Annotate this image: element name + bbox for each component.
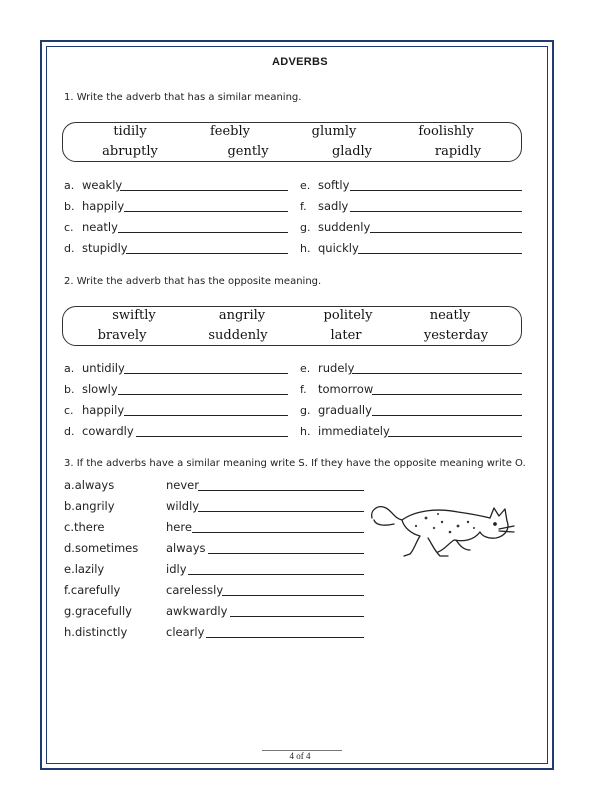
answer-line[interactable] bbox=[350, 190, 522, 191]
answer-line[interactable] bbox=[206, 637, 364, 638]
item-letter: b. bbox=[64, 200, 75, 213]
item-word: slowly bbox=[82, 382, 118, 396]
list-item bbox=[64, 499, 115, 513]
item-word: gradually bbox=[318, 403, 372, 417]
item-letter: f. bbox=[300, 200, 307, 213]
box2-word: angrily bbox=[218, 308, 266, 323]
item-letter: d. bbox=[64, 242, 75, 255]
answer-line[interactable] bbox=[352, 373, 522, 374]
worksheet-title: ADVERBS bbox=[272, 56, 328, 68]
box1-word: gently bbox=[227, 144, 269, 159]
list-item bbox=[64, 361, 125, 375]
list-item bbox=[300, 403, 372, 417]
item-letter: a. bbox=[64, 478, 75, 492]
answer-line[interactable] bbox=[230, 616, 364, 617]
item-word: untidily bbox=[82, 361, 125, 375]
section3-instruction: 3. If the adverbs have a similar meaning write S. If they have the opposite meaning write O. bbox=[64, 458, 526, 469]
item-word: immediately bbox=[318, 424, 390, 438]
answer-line[interactable] bbox=[126, 253, 288, 254]
item-word: rudely bbox=[318, 361, 355, 375]
list-item bbox=[64, 562, 104, 576]
item-word: there bbox=[73, 520, 105, 534]
item-letter: d. bbox=[64, 425, 75, 438]
list-item bbox=[300, 382, 373, 396]
answer-line[interactable] bbox=[118, 232, 288, 233]
item-letter: h. bbox=[300, 425, 311, 438]
item-letter: e. bbox=[300, 362, 311, 375]
pair-word: wildly bbox=[166, 499, 200, 513]
item-word: always bbox=[74, 478, 115, 492]
answer-line[interactable] bbox=[120, 190, 288, 191]
pair-word: clearly bbox=[166, 625, 205, 639]
item-letter: e. bbox=[64, 562, 75, 576]
item-word: angrily bbox=[74, 499, 115, 513]
list-item bbox=[64, 583, 120, 597]
answer-line[interactable] bbox=[118, 394, 288, 395]
box2-word: yesterday bbox=[423, 328, 489, 343]
list-item bbox=[64, 478, 114, 492]
list-item bbox=[64, 541, 138, 555]
list-item bbox=[64, 241, 128, 255]
box1-word: rapidly bbox=[434, 144, 482, 159]
box1-word: foolishly bbox=[418, 124, 474, 139]
item-letter: b. bbox=[64, 499, 75, 513]
answer-line[interactable] bbox=[350, 211, 522, 212]
item-letter: f. bbox=[64, 583, 71, 597]
answer-line[interactable] bbox=[370, 232, 522, 233]
section1-instruction: 1. Write the adverb that has a similar meaning. bbox=[64, 92, 302, 103]
item-letter: d. bbox=[64, 541, 75, 555]
list-item bbox=[300, 241, 359, 255]
item-letter: g. bbox=[64, 604, 75, 618]
pair-word: idly bbox=[166, 562, 187, 576]
list-item bbox=[300, 178, 349, 192]
answer-line[interactable] bbox=[198, 490, 364, 491]
item-word: sometimes bbox=[74, 541, 139, 555]
item-word: gracefully bbox=[74, 604, 132, 618]
section2-instruction: 2. Write the adverb that has the opposite meaning. bbox=[64, 276, 322, 287]
list-item bbox=[300, 361, 354, 375]
page-number: 4 of 4 bbox=[289, 751, 311, 761]
item-letter: f. bbox=[300, 383, 307, 396]
item-word: stupidly bbox=[82, 241, 128, 255]
answer-line[interactable] bbox=[388, 436, 522, 437]
pair-word: carelessly bbox=[166, 583, 224, 597]
box2-word: neatly bbox=[429, 308, 471, 323]
answer-line[interactable] bbox=[188, 574, 364, 575]
box2-word: bravely bbox=[97, 328, 147, 343]
pair-word: here bbox=[166, 520, 192, 534]
item-letter: e. bbox=[300, 179, 311, 192]
pair-word: always bbox=[166, 541, 206, 555]
box2-word: politely bbox=[323, 308, 373, 323]
item-word: lazily bbox=[74, 562, 105, 576]
item-word: sadly bbox=[318, 199, 349, 213]
cat-illustration bbox=[368, 496, 518, 562]
item-letter: g. bbox=[300, 221, 311, 234]
answer-line[interactable] bbox=[124, 415, 288, 416]
list-item bbox=[300, 220, 370, 234]
item-word: distinctly bbox=[74, 625, 128, 639]
list-item bbox=[64, 604, 132, 618]
item-letter: h. bbox=[300, 242, 311, 255]
item-word: happily bbox=[82, 199, 125, 213]
item-letter: a. bbox=[64, 179, 75, 192]
list-item bbox=[64, 178, 122, 192]
item-letter: a. bbox=[64, 362, 75, 375]
box1-word: gladly bbox=[331, 144, 373, 159]
list-item bbox=[64, 220, 118, 234]
box1-word: abruptly bbox=[102, 144, 158, 159]
item-word: tomorrow bbox=[318, 382, 374, 396]
answer-line[interactable] bbox=[192, 532, 364, 533]
box1-word: glumly bbox=[311, 124, 357, 139]
item-word: quickly bbox=[318, 241, 359, 255]
list-item bbox=[64, 382, 118, 396]
item-letter: b. bbox=[64, 383, 75, 396]
box2-word: later bbox=[330, 328, 362, 343]
answer-line[interactable] bbox=[208, 553, 364, 554]
list-item bbox=[64, 199, 124, 213]
item-word: neatly bbox=[82, 220, 118, 234]
item-word: weakly bbox=[82, 178, 123, 192]
box1-word: feebly bbox=[209, 124, 251, 139]
item-word: cowardly bbox=[82, 424, 134, 438]
answer-line[interactable] bbox=[136, 436, 288, 437]
list-item bbox=[64, 520, 104, 534]
box2-word: swiftly bbox=[112, 308, 156, 323]
answer-line[interactable] bbox=[222, 595, 364, 596]
item-letter: c. bbox=[64, 520, 74, 534]
item-letter: g. bbox=[300, 404, 311, 417]
pair-word: never bbox=[166, 478, 199, 492]
answer-line[interactable] bbox=[372, 415, 522, 416]
box2-word: suddenly bbox=[208, 328, 268, 343]
answer-line[interactable] bbox=[124, 211, 288, 212]
list-item bbox=[64, 403, 124, 417]
pair-word: awkwardly bbox=[166, 604, 228, 618]
item-letter: h. bbox=[64, 625, 75, 639]
answer-line[interactable] bbox=[372, 394, 522, 395]
item-word: softly bbox=[318, 178, 350, 192]
answer-line[interactable] bbox=[124, 373, 288, 374]
list-item bbox=[300, 199, 348, 213]
answer-line[interactable] bbox=[358, 253, 522, 254]
item-letter: c. bbox=[64, 404, 74, 417]
box1-word: tidily bbox=[113, 124, 147, 139]
answer-line[interactable] bbox=[198, 511, 364, 512]
list-item bbox=[64, 625, 127, 639]
item-word: carefully bbox=[70, 583, 121, 597]
list-item bbox=[64, 424, 134, 438]
list-item bbox=[300, 424, 390, 438]
item-word: happily bbox=[82, 403, 125, 417]
item-letter: c. bbox=[64, 221, 74, 234]
item-word: suddenly bbox=[318, 220, 371, 234]
